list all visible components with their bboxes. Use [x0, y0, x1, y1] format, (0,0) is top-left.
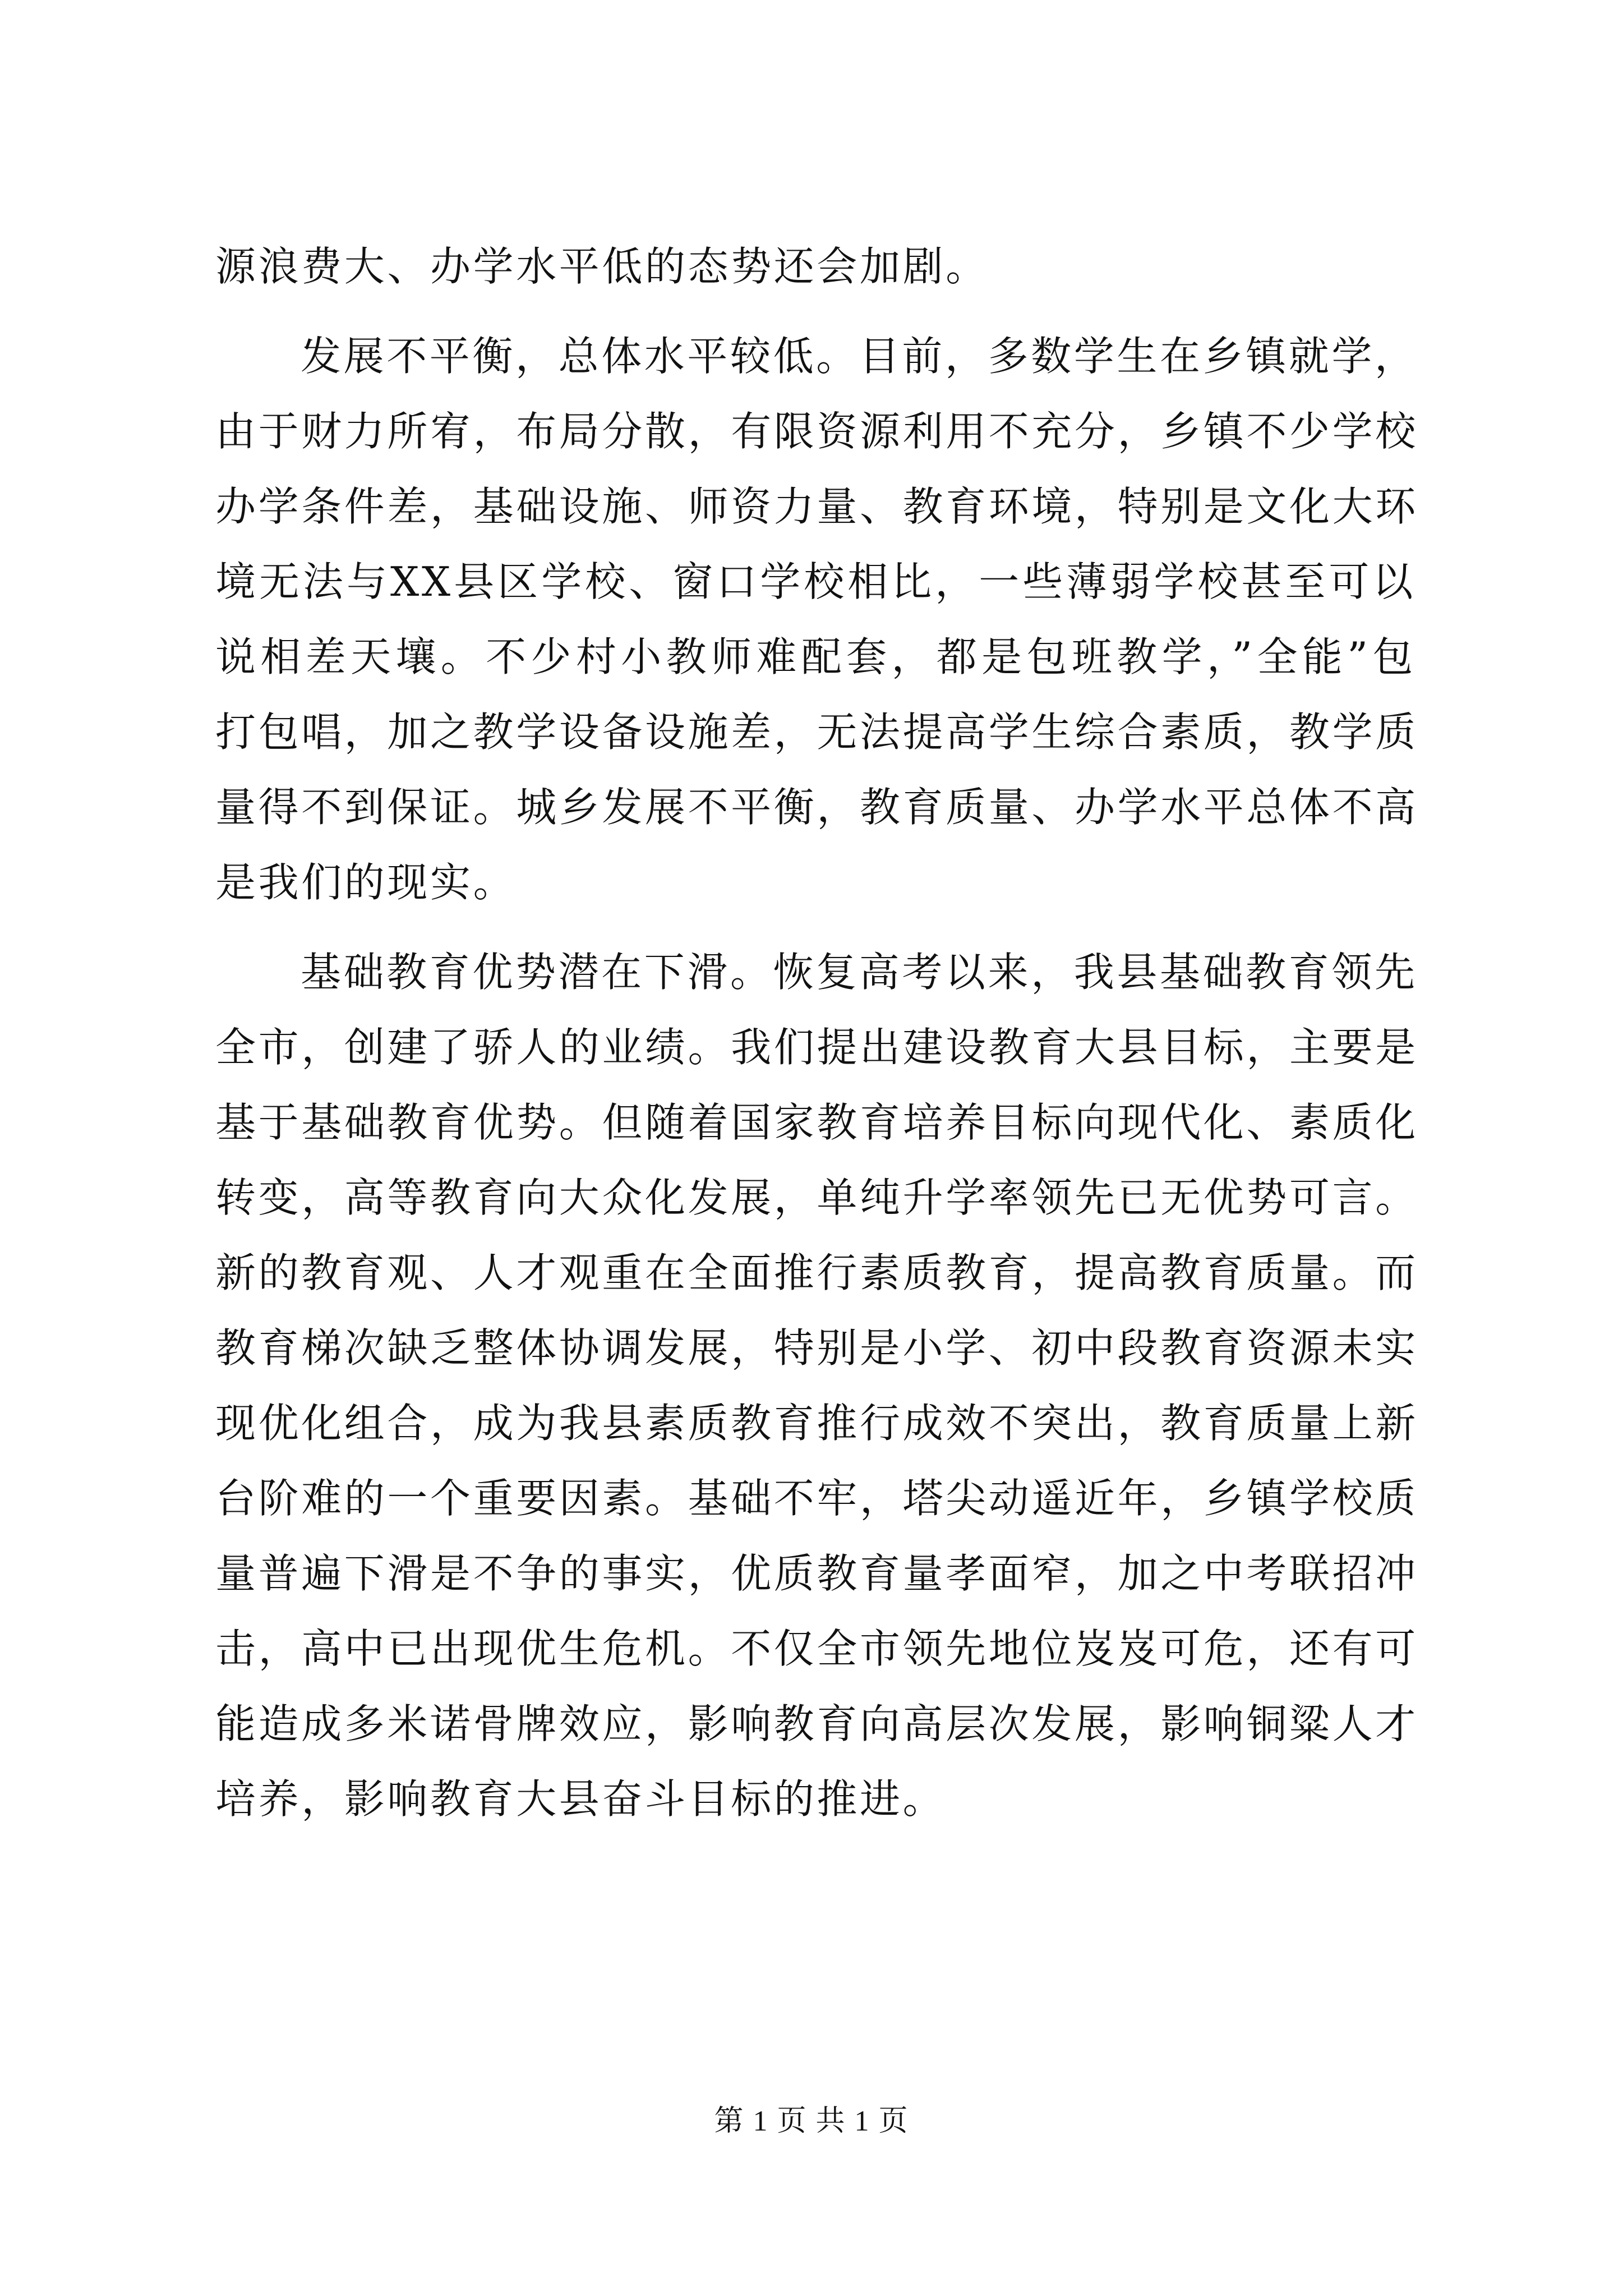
text-line: 培养，影响教育大县奋斗目标的推进。	[215, 1775, 946, 1823]
text-line: 基于基础教育优势。但随着国家教育培养目标向现代化、素质化	[215, 1099, 1418, 1146]
text-line: 办学条件差，基础设施、师资力量、教育环境，特别是文化大环	[215, 483, 1418, 530]
page-number-footer: 第 1 页 共 1 页	[714, 2105, 909, 2137]
text-line: 是我们的现实。	[215, 859, 517, 906]
text-line: 基础教育优势潜在下滑。恢复高考以来，我县基础教育领先	[301, 949, 1418, 996]
text-line: 量普遍下滑是不争的事实，优质教育量孝面窄，加之中考联招冲	[215, 1550, 1418, 1597]
text-line: 全市，创建了骄人的业绩。我们提出建设教育大县目标，主要是	[215, 1024, 1418, 1071]
paragraph	[215, 935, 1418, 1837]
paragraph	[215, 229, 1415, 304]
text-line: 说相差天壤。不少村小教师难配套，都是包班教学，”全能”包	[215, 633, 1415, 680]
text-line: 新的教育观、人才观重在全面推行素质教育，提高教育质量。而	[215, 1249, 1418, 1296]
paragraph	[215, 319, 1418, 920]
text-line: 量得不到保证。城乡发展不平衡，教育质量、办学水平总体不高	[215, 784, 1418, 831]
text-line: 能造成多米诺骨牌效应，影响教育向高层次发展，影响铜粱人才	[215, 1700, 1418, 1747]
text-line: 打包唱，加之教学设备设施差，无法提高学生综合素质，教学质	[215, 708, 1418, 756]
text-line: 教育梯次缺乏整体协调发展，特别是小学、初中段教育资源未实	[215, 1324, 1418, 1372]
text-line: 境无法与XX县区学校、窗口学校相比，一些薄弱学校甚至可以	[215, 558, 1415, 605]
text-line: 台阶难的一个重要因素。基础不牢，塔尖动遥近年，乡镇学校质	[215, 1475, 1418, 1522]
text-line: 由于财力所宥，布局分散，有限资源利用不充分，乡镇不少学校	[215, 408, 1418, 455]
text-line: 转变，高等教育向大众化发展，单纯升学率领先已无优势可言。	[215, 1174, 1418, 1221]
document-body	[215, 229, 1418, 1837]
text-line: 击，高中已出现优生危机。不仅全市领先地位岌岌可危，还有可	[215, 1625, 1418, 1672]
paragraph-spacing	[215, 920, 1415, 935]
text-line: 现优化组合，成为我县素质教育推行成效不突出，教育质量上新	[215, 1400, 1418, 1447]
paragraph-spacing	[215, 304, 1415, 319]
text-line: 发展不平衡，总体水平较低。目前，多数学生在乡镇就学，	[301, 333, 1418, 380]
text-line: 源浪费大、办学水平低的态势还会加剧。	[215, 243, 989, 290]
